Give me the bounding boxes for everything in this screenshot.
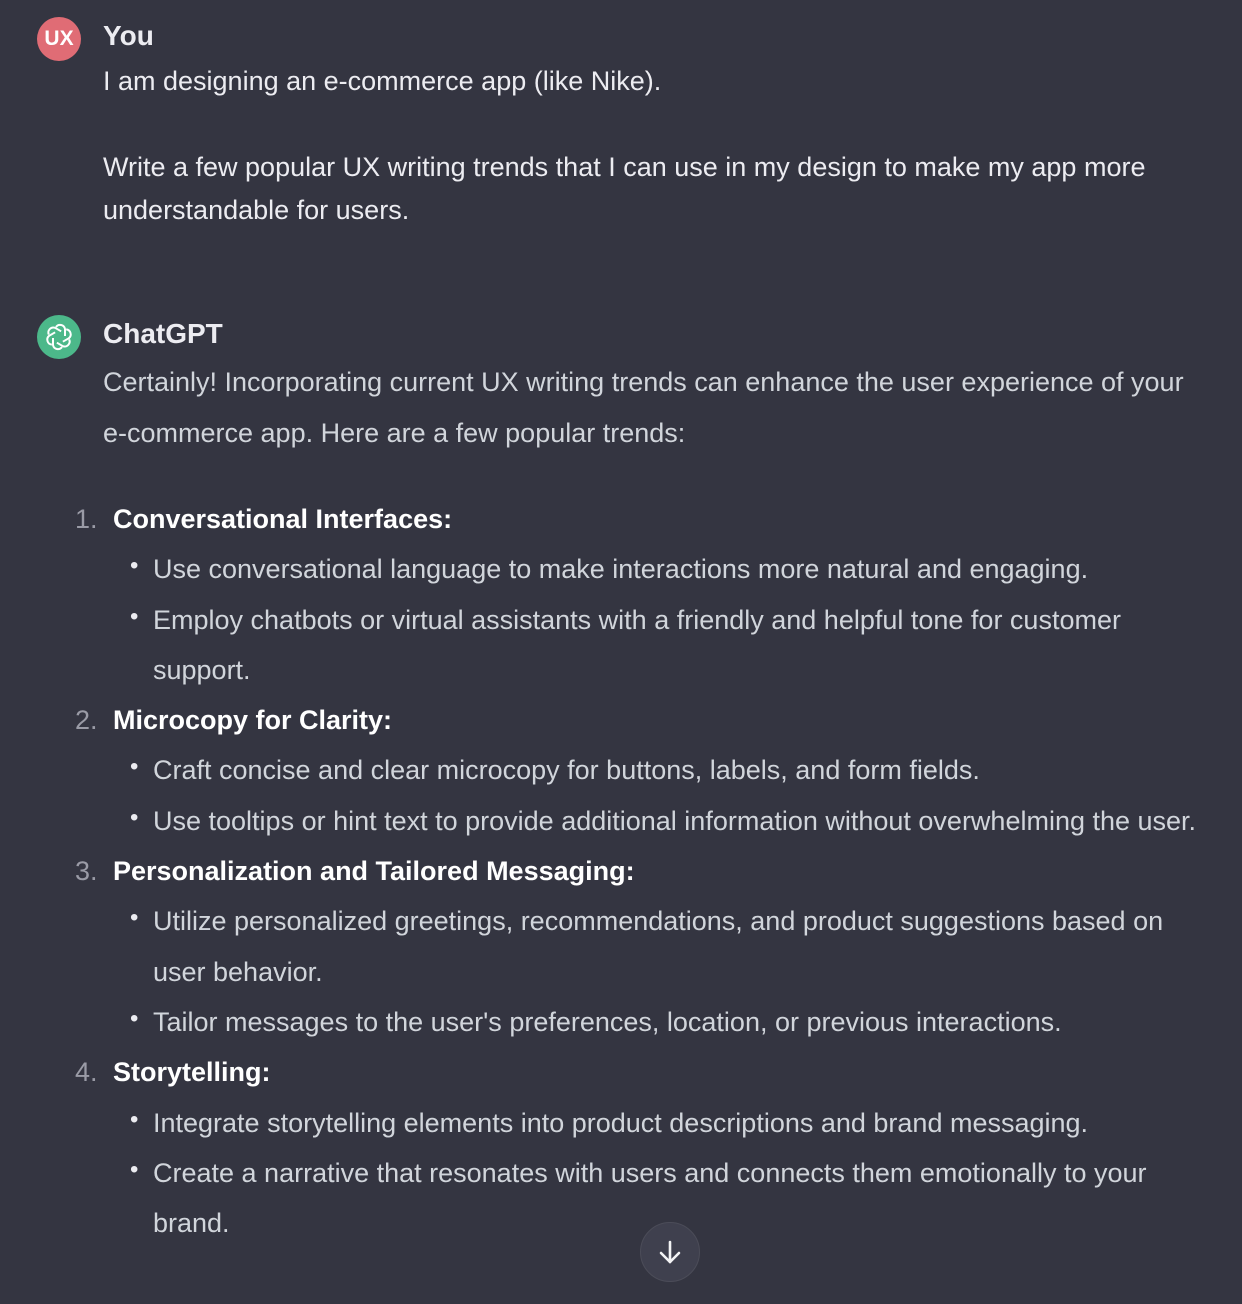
- assistant-author-name: ChatGPT: [103, 318, 223, 349]
- bullet-dot-icon: •: [130, 552, 139, 580]
- bullet-item: [113, 595, 1213, 696]
- bullet-item: [113, 1098, 1213, 1148]
- bullet-dot-icon: •: [130, 753, 139, 781]
- bullet-text: Use conversational language to make interactions more natural and engaging.: [153, 554, 1089, 585]
- bullet-dot-icon: •: [130, 602, 139, 630]
- trend-number: 1.: [75, 504, 98, 534]
- bullet-text: Use tooltips or hint text to provide additional information without overwhelming the user.: [153, 805, 1197, 836]
- trend-item: [73, 846, 1213, 1047]
- bullet-item: [113, 544, 1213, 594]
- bullet-dot-icon: •: [130, 803, 139, 831]
- assistant-intro: Certainly! Incorporating current UX writing trends can enhance the user experience of your e-commerce app. Here are a few popular trends:: [103, 367, 1184, 448]
- trend-item: [73, 695, 1213, 846]
- bullet-text: Craft concise and clear microcopy for buttons, labels, and form fields.: [153, 755, 980, 786]
- trend-number: 3.: [75, 856, 98, 887]
- trend-item: [73, 494, 1213, 695]
- trend-list: [73, 494, 1213, 1248]
- user-paragraph: I am designing an e-commerce app (like Nike).: [103, 66, 662, 96]
- assistant-avatar: [37, 315, 81, 359]
- trend-title: Conversational Interfaces:: [113, 504, 453, 534]
- bullet-item: [113, 896, 1213, 997]
- user-paragraph: Write a few popular UX writing trends that I can use in my design to make my app more understandable for users.: [103, 152, 1146, 225]
- user-avatar-text: UX: [44, 27, 74, 50]
- bullet-list: [113, 745, 1213, 846]
- bullet-text: Utilize personalized greetings, recommendations, and product suggestions based on user behavior.: [153, 906, 1164, 987]
- trend-title: Personalization and Tailored Messaging:: [113, 856, 635, 887]
- trend-number: 2.: [75, 705, 98, 736]
- user-avatar: [37, 17, 81, 61]
- bullet-dot-icon: •: [130, 1004, 139, 1032]
- bullet-dot-icon: •: [130, 1105, 139, 1133]
- trend-title: Microcopy for Clarity:: [113, 705, 393, 736]
- trend-number: 4.: [75, 1057, 98, 1088]
- bullet-list: [113, 896, 1213, 1047]
- bullet-item: [113, 745, 1213, 795]
- scroll-to-bottom-button[interactable]: [640, 1222, 700, 1282]
- bullet-dot-icon: •: [130, 1155, 139, 1183]
- bullet-text: Employ chatbots or virtual assistants with a friendly and helpful tone for customer support.: [153, 604, 1121, 685]
- bullet-text: Create a narrative that resonates with users and connects them emotionally to your brand.: [153, 1157, 1147, 1239]
- bullet-dot-icon: •: [130, 904, 139, 932]
- bullet-text: Integrate storytelling elements into product descriptions and brand messaging.: [153, 1107, 1089, 1138]
- trend-title: Storytelling:: [113, 1057, 271, 1088]
- openai-logo-icon: [44, 322, 74, 352]
- trend-item: [73, 1047, 1213, 1248]
- arrow-down-icon: [656, 1238, 684, 1266]
- user-message-text: [103, 60, 1213, 232]
- user-author-name: You: [103, 20, 154, 51]
- bullet-item: [113, 796, 1213, 846]
- bullet-item: [113, 997, 1213, 1047]
- bullet-list: [113, 544, 1213, 695]
- bullet-text: Tailor messages to the user's preferences, location, or previous interactions.: [153, 1006, 1062, 1037]
